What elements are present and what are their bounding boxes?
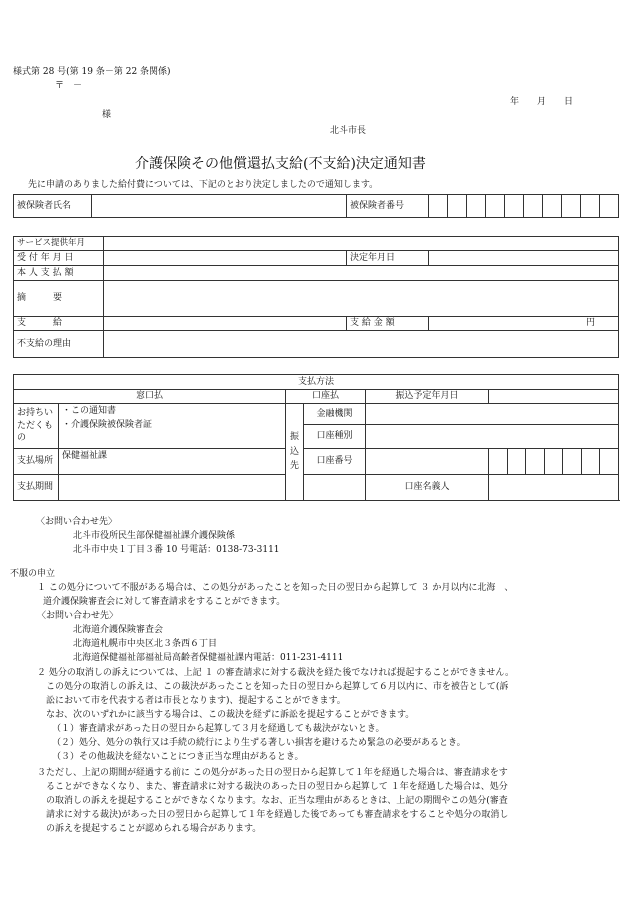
contact-office: 北斗市役所民生部保健福祉課介護保険係 [73, 531, 236, 541]
form-number: 様式第 28 号(第 19 条－第 22 条関係) [13, 67, 171, 77]
appeal-p3-line: ３ただし、上記の期間が経過する前に この処分があった日の翌日から起算して１年を経過した場合は、審査請求をす [37, 768, 508, 778]
account-number-label: 口座番号 [304, 449, 366, 475]
appeal-p2-line: （３）その他裁決を経ないことにつき正当な理由があるとき。 [52, 752, 304, 762]
bring-items-list [59, 404, 286, 449]
payment-place-value: 保健福祉課 [59, 449, 286, 475]
appeal-contact-line: 北海道保健福祉部福祉局高齢者保健福祉課内電話：011-231-4111 [73, 653, 344, 663]
service-month-label: サービス提供年月 [14, 237, 104, 251]
issuer-name: 北斗市長 [330, 126, 367, 136]
intro-text: 先に申請のありました給付費については、下記のとおり決定しましたので通知します。 [28, 180, 379, 190]
appeal-p2-line: この処分の取消しの訴えは、この裁決があったことを知った日の翌日から起算して６月以内に、市を被告として(訴 [46, 682, 509, 692]
contact-label: 〈お問い合わせ先〉 [36, 517, 118, 527]
transfer-to-label: 振込先 [286, 404, 304, 501]
non-payment-reason-label: 不支給の理由 [14, 331, 104, 358]
appeal-p2-line: なお、次のいずれかに該当する場合は、この裁決を経ずに訴訟を提起することができます。 [46, 710, 415, 720]
account-type-value [366, 425, 619, 449]
appeal-contact-line: 北海道札幌市中央区北３条西６丁目 [73, 639, 218, 649]
receipt-date-label: 受 付 年 月 日 [14, 251, 104, 266]
appeal-p3-line: の取消しの訴えを提起することができなくなります。なお、正当な理由があるときは、上記の期間やこの処分(審査 [46, 796, 508, 806]
payment-amount-label: 支 給 金 額 [347, 317, 429, 331]
appeal-p1-line: 道介護保険審査会に対して審査請求をすることができます。 [43, 597, 286, 607]
recipient-honorific: 様 [102, 110, 112, 120]
appeal-contact-line: 北海道介護保険審査会 [73, 625, 164, 635]
appeal-heading: 不服の申立 [10, 569, 56, 579]
issue-date: 年 月 日 [510, 97, 574, 107]
decision-date-label: 決定年月日 [347, 251, 429, 266]
appeal-p3-line: ることができなくなり、また、審査請求に対する裁決のあった日の翌日から起算して １年を経過した場合は、処分 [46, 782, 508, 792]
appeal-p3-line: 請求に対する裁決)があった日の翌日から起算して１年を経過した後であっても審査請求をすることや処分の取消し [46, 810, 509, 820]
appeal-p2-line: ２ 処分の取消しの訴えについては、上記 １ の審査請求に対する裁決を経た後でなければ提起することができません。 [37, 668, 514, 678]
payment-period-value [59, 475, 286, 501]
receipt-date-value [104, 251, 347, 266]
appeal-p3-line: の訴えを提起することが認められる場合があります。 [46, 824, 262, 834]
insured-number-cell [429, 195, 448, 218]
account-payment-header: 口座払 [286, 390, 366, 404]
bring-items-label: お持ちいただくもの [14, 404, 59, 449]
account-number-cell [366, 449, 489, 475]
payment-method-table [13, 374, 619, 501]
window-payment-header: 窓口払 [14, 390, 286, 404]
insured-table [13, 194, 619, 218]
appeal-p2-line: （２）処分、処分の執行又は手続の続行により生ずる著しい損害を避けるため緊急の必要があるとき。 [52, 738, 466, 748]
bank-value [366, 404, 619, 425]
bring-item: ・この通知書 [62, 406, 117, 416]
contact-address: 北斗市中央１丁目３番 10 号電話：0138-73-3111 [73, 545, 280, 555]
payment-period-label: 支払期間 [14, 475, 59, 501]
summary-value [104, 281, 619, 317]
payment-amount-value [429, 317, 619, 331]
payment-label: 支 給 [14, 317, 104, 331]
payment-place-label: 支払場所 [14, 449, 59, 475]
account-type-label: 口座種別 [304, 425, 366, 449]
payment-method-title: 支払方法 [14, 375, 619, 390]
bank-label: 金融機関 [304, 404, 366, 425]
postal-code-mark: 〒 － [55, 81, 83, 91]
insured-name-label: 被保険者氏名 [14, 195, 92, 218]
payment-value [104, 317, 347, 331]
insured-number-label: 被保険者番号 [347, 195, 429, 218]
scheduled-date-value [489, 390, 619, 404]
details-table [13, 236, 619, 358]
document-title: 介護保険その他償還払支給(不支給)決定通知書 [135, 156, 426, 172]
bring-item: ・介護保険被保険者証 [62, 419, 153, 430]
appeal-p2-line: （１）審査請求があった日の翌日から起算して３月を経過しても裁決がないとき。 [52, 724, 385, 734]
appeal-p2-line: 訟において市を代表する者は市長となります)、提起することができます。 [46, 696, 346, 706]
insured-name-value [92, 195, 347, 218]
appeal-contact-label: 〈お問い合わせ先〉 [37, 611, 119, 621]
scheduled-date-label: 振込予定年月日 [366, 390, 489, 404]
appeal-p1-line: １ この処分について不服がある場合は、この処分があったことを知った日の翌日から起算して ３ か月以内に北海 、 [37, 583, 514, 593]
summary-label: 摘 要 [14, 281, 104, 317]
non-payment-reason-value [104, 331, 619, 358]
decision-date-value [429, 251, 619, 266]
account-holder-value [489, 475, 619, 501]
account-holder-label: 口座名義人 [366, 475, 489, 501]
service-month-value [104, 237, 619, 251]
self-payment-label: 本 人 支 払 額 [14, 266, 104, 281]
self-payment-value [104, 266, 619, 281]
yen-unit: 円 [585, 318, 595, 329]
